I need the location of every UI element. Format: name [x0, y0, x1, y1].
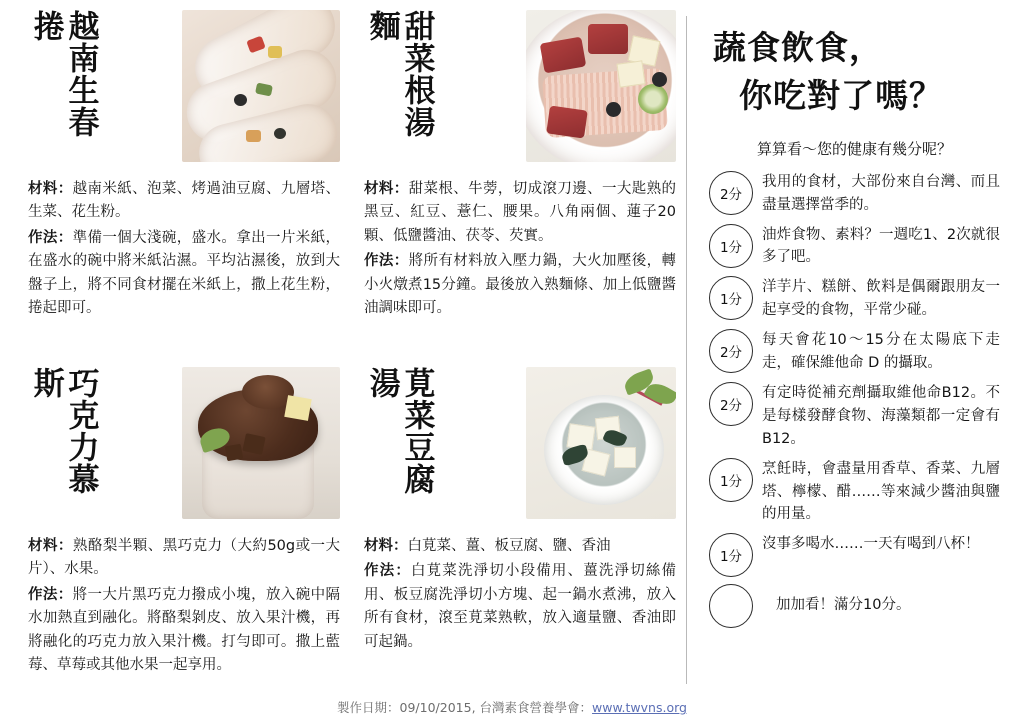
score-badge: 2分	[709, 171, 753, 215]
ingredients-paragraph	[28, 535, 340, 582]
method-text: 將所有材料放入壓力鍋，大火加壓後，轉小火燉煮15分鐘。最後放入熟麵條、加上低鹽醬油調味即可。	[364, 253, 676, 317]
method-text: 將一大片黑巧克力撥成小塊，放入碗中隔水加熱直到融化。將酪梨剝皮、放入果汁機，再將融化的巧克力放入果汁機。打勻即可。撒上藍莓、草莓或其他水果一起享用。	[28, 586, 340, 674]
recipe-title: 甜菜根湯麵	[363, 10, 435, 138]
quiz-item-text: 烹飪時，會盡量用香草、香菜、九層塔、檸檬、醋……等來減少醬油與鹽的用量。	[762, 460, 1000, 523]
recipes-section	[14, 10, 686, 724]
quiz-item-text: 每天會花10～15分在太陽底下走走，確保維他命 D 的攝取。	[762, 332, 1000, 372]
ingredients-paragraph	[28, 178, 340, 225]
quiz-item-text: 有定時從補充劑攝取維他命B12。不是每樣發酵食物、海藻類都一定會有B12。	[762, 384, 1000, 447]
method-paragraph	[364, 250, 676, 320]
footer-url[interactable]: www.twvns.org	[592, 700, 687, 715]
spring-rolls-photo	[182, 10, 340, 162]
recipe-header	[364, 367, 676, 527]
method-text: 白莧菜洗淨切小段備用、薑洗淨切絲備用、板豆腐洗淨切小方塊、起一鍋水煮沸，放入所有食材，滾至莧菜熟軟，放入適量鹽、香油即可起鍋。	[364, 563, 677, 650]
quiz-list	[709, 169, 1000, 629]
score-badge: 1分	[709, 533, 753, 577]
recipe-title: 莧菜豆腐湯	[363, 367, 435, 495]
ingredients-paragraph	[364, 178, 676, 248]
quiz-title-line2: 你吃對了嗎？	[739, 75, 943, 115]
method-paragraph	[364, 560, 676, 654]
ingredients-label: 材料：	[28, 538, 73, 554]
footer-text: 製作日期：09/10/2015, 台灣素食營養學會：	[337, 700, 593, 715]
recipe-title: 巧克力慕斯	[27, 367, 99, 495]
recipe-card-spring-rolls	[14, 10, 350, 367]
quiz-total-text: 加加看！滿分10分。	[776, 597, 911, 614]
recipe-body	[28, 178, 340, 321]
amaranth-tofu-soup-photo	[526, 367, 676, 519]
recipe-body	[364, 535, 676, 654]
quiz-item	[709, 380, 1000, 451]
quiz-item-text: 油炸食物、素料？一週吃1、2次就很多了吧。	[762, 226, 1000, 266]
quiz-item	[709, 274, 1000, 322]
score-badge-empty	[709, 584, 753, 628]
method-text: 準備一個大淺碗，盛水。拿出一片米紙，在盛水的碗中將米紙沾濕。平均沾濕後，放到大盤子上，將不同食材擺在米紙上，撒上花生粉，捲起即可。	[28, 229, 340, 317]
recipe-title: 越南生春捲	[27, 10, 99, 138]
method-label: 作法：	[28, 586, 73, 603]
quiz-section	[687, 10, 1010, 724]
ingredients-label: 材料：	[364, 538, 408, 554]
method-paragraph	[28, 584, 340, 678]
quiz-subtitle: 算算看～您的健康有幾分呢？	[756, 139, 952, 158]
recipe-card-amaranth-tofu-soup	[350, 367, 686, 724]
recipe-header	[364, 10, 676, 170]
ingredients-label: 材料：	[28, 181, 73, 197]
recipe-row-bottom	[14, 367, 686, 724]
recipe-row-top	[14, 10, 686, 367]
quiz-item	[709, 222, 1000, 270]
score-badge: 1分	[709, 276, 753, 320]
quiz-title-line1: 蔬食飲食，	[713, 28, 883, 67]
recipe-body	[364, 178, 676, 321]
quiz-item	[709, 456, 1000, 527]
recipe-header	[28, 367, 340, 527]
ingredients-text: 熟酪梨半顆、黑巧克力（大約50g或一大片）、水果。	[28, 538, 341, 578]
quiz-item	[709, 531, 1000, 577]
recipe-body	[28, 535, 340, 678]
quiz-item-text: 洋芋片、糕餅、飲料是偶爾跟朋友一起享受的食物，平常少碰。	[762, 279, 1000, 319]
recipe-card-chocolate-mousse	[14, 367, 350, 724]
chocolate-mousse-photo	[182, 367, 340, 519]
recipe-header	[28, 10, 340, 170]
quiz-item	[709, 169, 1000, 217]
quiz-item-text: 我用的食材，大部份來自台灣、而且盡量選擇當季的。	[762, 173, 1000, 213]
beet-noodle-soup-photo	[526, 10, 676, 162]
method-label: 作法：	[364, 253, 409, 270]
score-badge: 2分	[709, 382, 753, 426]
method-label: 作法：	[28, 229, 73, 246]
method-label: 作法：	[364, 563, 411, 580]
quiz-item-text: 沒事多喝水……一天有喝到八杯！	[762, 536, 980, 553]
ingredients-text: 甜菜根、牛蒡，切成滾刀邊、一大匙熟的黑豆、紅豆、薏仁、腰果。八角兩個、蓮子20顆、低鹽醬油、茯苓、芡實。	[364, 181, 676, 244]
quiz-item	[709, 327, 1000, 375]
method-paragraph	[28, 227, 340, 321]
ingredients-text: 白莧菜、薑、板豆腐、鹽、香油	[407, 538, 611, 554]
recipe-card-beet-noodle-soup	[350, 10, 686, 367]
footer	[0, 698, 1024, 716]
score-badge: 1分	[709, 224, 753, 268]
score-badge: 2分	[709, 329, 753, 373]
quiz-total-item	[709, 582, 1000, 628]
ingredients-label: 材料：	[364, 181, 409, 197]
quiz-title	[709, 24, 1000, 120]
ingredients-text: 越南米紙、泡菜、烤過油豆腐、九層塔、生菜、花生粉。	[28, 181, 340, 221]
ingredients-paragraph	[364, 535, 676, 558]
score-badge: 1分	[709, 458, 753, 502]
